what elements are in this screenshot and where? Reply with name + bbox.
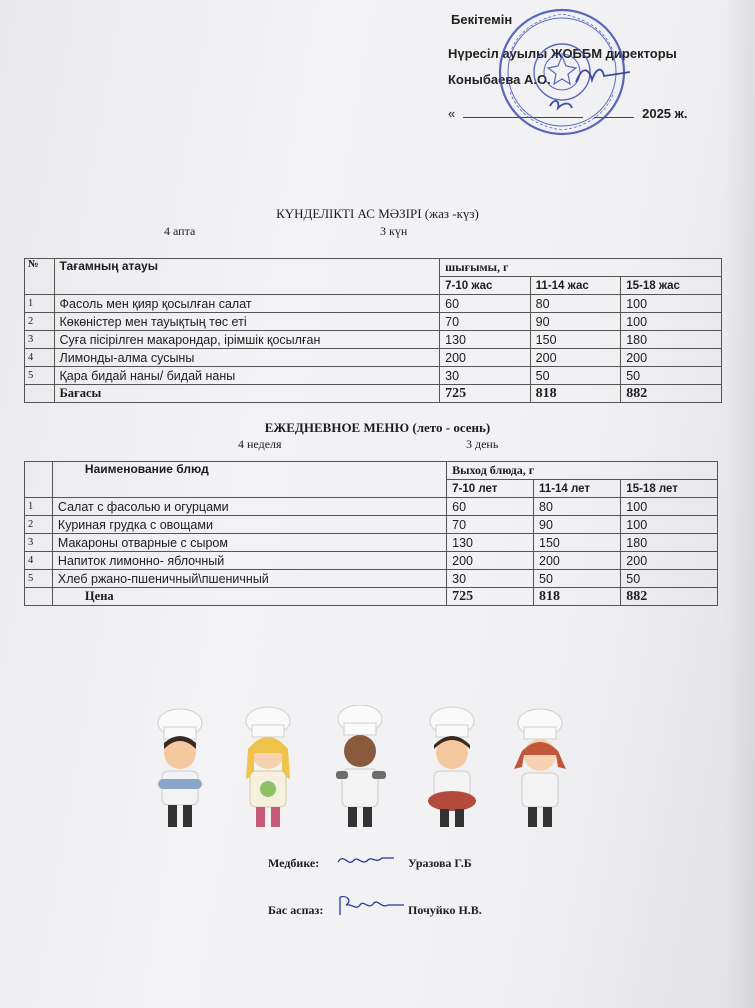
yield-value: 200 (534, 552, 621, 570)
ru-week: 4 неделя (238, 437, 282, 451)
dish-name: Көкөністер мен тауықтың төс еті (54, 313, 440, 331)
total-value: 725 (440, 385, 531, 403)
yield-value: 70 (440, 313, 531, 331)
kid-chef-4 (428, 707, 476, 827)
kz-week: 4 апта (164, 224, 196, 238)
dish-name: Хлеб ржано-пшеничный\пшеничный (52, 570, 446, 588)
approval-director: Нүресіл ауылы ЖОББМ директоры (448, 46, 677, 61)
row-number: 2 (25, 313, 55, 331)
kz-day: 3 күн (380, 224, 408, 238)
page-edge-shadow (725, 0, 755, 1008)
row-number: 1 (25, 295, 55, 313)
age-group-header: 7-10 жас (440, 277, 531, 295)
table-header-row (25, 259, 722, 277)
age-group-header: 11-14 лет (534, 480, 621, 498)
yield-value: 200 (621, 552, 718, 570)
nurse-handwritten-signature (334, 848, 396, 874)
kid-chefs-illustration (140, 705, 600, 845)
dish-name: Фасоль мен қияр қосылған салат (54, 295, 440, 313)
yield-value: 50 (530, 367, 621, 385)
kid-chef-3 (336, 705, 386, 827)
chef-signature-line (268, 903, 528, 923)
yield-value: 130 (440, 331, 531, 349)
yield-value: 150 (530, 331, 621, 349)
total-label: Бағасы (54, 385, 440, 403)
total-value: 725 (447, 588, 534, 606)
dish-name: Салат с фасолью и огурцами (52, 498, 446, 516)
table-row (25, 552, 718, 570)
total-value: 882 (621, 385, 722, 403)
yield-value: 30 (447, 570, 534, 588)
approval-title: Бекітемін (451, 12, 513, 27)
table-row (25, 349, 722, 367)
yield-value: 90 (530, 313, 621, 331)
age-group-header: 15-18 лет (621, 480, 718, 498)
age-group-header: 7-10 лет (447, 480, 534, 498)
dish-name: Напиток лимонно- яблочный (52, 552, 446, 570)
ru-day: 3 день (466, 437, 499, 451)
date-year: 2025 ж. (642, 106, 688, 121)
yield-value: 50 (621, 367, 722, 385)
chef-label: Бас аспаз: (268, 903, 324, 917)
yield-value: 180 (621, 331, 722, 349)
yield-value: 50 (621, 570, 718, 588)
yield-value: 200 (621, 349, 722, 367)
table-row (25, 570, 718, 588)
yield-value: 200 (447, 552, 534, 570)
kid-chef-1 (158, 709, 202, 827)
yield-value: 80 (530, 295, 621, 313)
header-num: № (25, 259, 55, 295)
row-number: 5 (25, 570, 53, 588)
yield-value: 100 (621, 516, 718, 534)
yield-value: 70 (447, 516, 534, 534)
chef-name: Почуйко Н.В. (408, 903, 482, 917)
school-seal-stamp (480, 2, 630, 142)
yield-value: 200 (440, 349, 531, 367)
kz-menu-title: КҮНДЕЛІКТІ АС МӘЗІРІ (жаз -күз) (276, 206, 479, 221)
table-row (25, 295, 722, 313)
kz-menu-table (24, 258, 722, 403)
row-number: 1 (25, 498, 53, 516)
kid-chef-2 (246, 707, 290, 827)
row-number: 4 (25, 349, 55, 367)
dish-name: Куриная грудка с овощами (52, 516, 446, 534)
yield-value: 50 (534, 570, 621, 588)
approval-name: Коныбаева А.О. (448, 72, 551, 87)
header-yield: шығымы, г (440, 259, 722, 277)
dish-name: Суға пісірілген макарондар, ірімшік қосылған (54, 331, 440, 349)
total-label: Цена (52, 588, 446, 606)
total-num-empty (25, 588, 53, 606)
header-num (25, 462, 53, 498)
nurse-name: Уразова Г.Б (408, 856, 472, 870)
total-value: 818 (534, 588, 621, 606)
row-number: 2 (25, 516, 53, 534)
yield-value: 30 (440, 367, 531, 385)
total-value: 818 (530, 385, 621, 403)
yield-value: 80 (534, 498, 621, 516)
age-group-header: 15-18 жас (621, 277, 722, 295)
row-number: 4 (25, 552, 53, 570)
yield-value: 60 (440, 295, 531, 313)
yield-value: 90 (534, 516, 621, 534)
table-row (25, 367, 722, 385)
table-header-row (25, 462, 718, 480)
yield-value: 100 (621, 295, 722, 313)
table-total-row (25, 588, 718, 606)
ru-menu-title: ЕЖЕДНЕВНОЕ МЕНЮ (лето - осень) (264, 420, 491, 435)
yield-value: 100 (621, 313, 722, 331)
header-yield: Выход блюда, г (447, 462, 718, 480)
ru-menu-table (24, 461, 718, 606)
table-row (25, 331, 722, 349)
nurse-label: Медбике: (268, 856, 320, 870)
header-dish-name: Наименование блюд (52, 462, 446, 498)
table-row (25, 516, 718, 534)
dish-name: Қара бидай наны/ бидай наны (54, 367, 440, 385)
kid-chef-5 (514, 709, 566, 827)
total-value: 882 (621, 588, 718, 606)
table-row (25, 534, 718, 552)
yield-value: 180 (621, 534, 718, 552)
yield-value: 60 (447, 498, 534, 516)
table-row (25, 313, 722, 331)
dish-name: Макароны отварные с сыром (52, 534, 446, 552)
row-number: 3 (25, 331, 55, 349)
yield-value: 130 (447, 534, 534, 552)
chef-handwritten-signature (334, 891, 406, 921)
total-num-empty (25, 385, 55, 403)
row-number: 5 (25, 367, 55, 385)
yield-value: 150 (534, 534, 621, 552)
dish-name: Лимонды-алма сусыны (54, 349, 440, 367)
table-row (25, 498, 718, 516)
header-dish-name: Тағамның атауы (54, 259, 440, 295)
table-total-row (25, 385, 722, 403)
yield-value: 100 (621, 498, 718, 516)
age-group-header: 11-14 жас (530, 277, 621, 295)
date-open-quote: « (448, 106, 456, 121)
nurse-signature-line (268, 856, 528, 876)
row-number: 3 (25, 534, 53, 552)
yield-value: 200 (530, 349, 621, 367)
